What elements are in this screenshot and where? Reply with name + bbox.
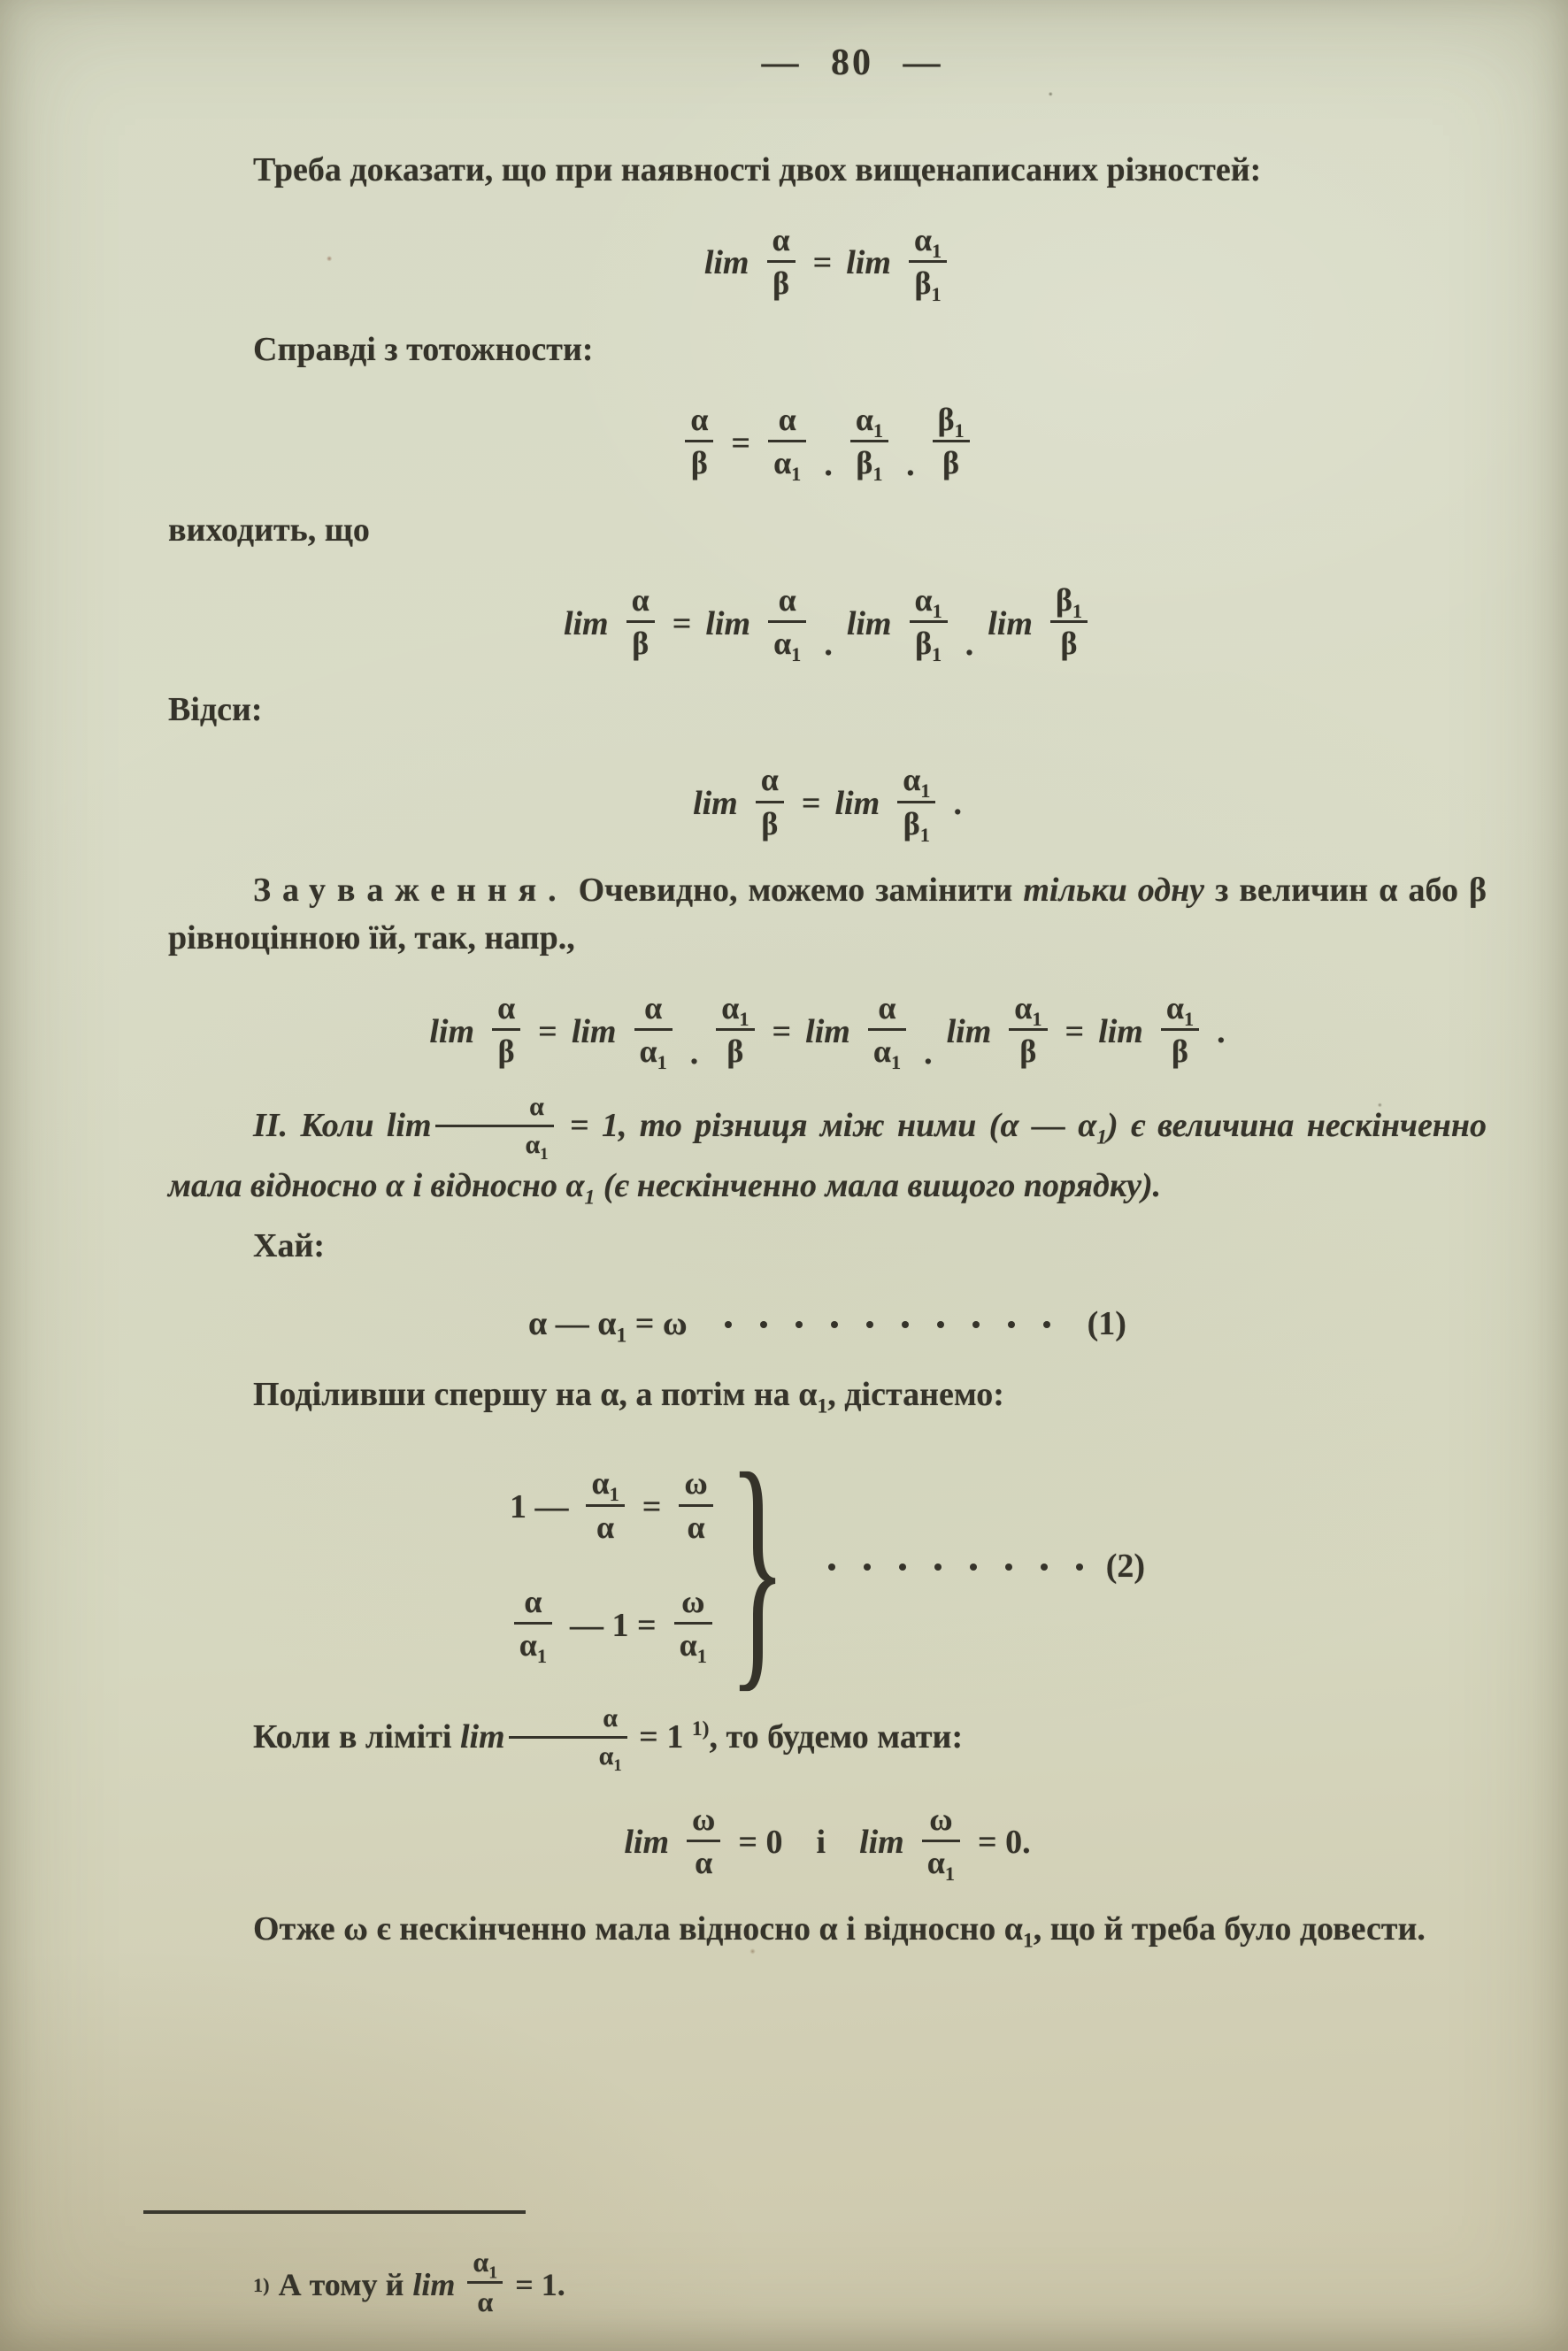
math-operator: = (642, 1488, 662, 1526)
fraction (679, 1465, 712, 1545)
subscript: 1 (657, 1051, 667, 1074)
multiplication-dot: . (824, 626, 833, 664)
footnote-marker: 1) (691, 1717, 710, 1741)
fraction-denominator: $\alpha_1$ (639, 1033, 667, 1074)
system-equation (509, 1465, 717, 1548)
fraction-numerator: α (760, 762, 779, 798)
lim-symbol: lim (705, 604, 751, 642)
fraction-denominator: $\alpha_1$ (525, 1130, 549, 1164)
fraction (674, 1583, 712, 1668)
fraction-numerator: α (497, 989, 516, 1026)
fraction (687, 1802, 720, 1881)
footnote: 1) А тому й lim $\frac{\alpha_1}{\alpha}$ = 1. (253, 2246, 565, 2318)
text-run: Поділивши спершу на α, а потім на $\alpha_1$, дістанемо: (253, 1375, 1004, 1418)
lim-symbol: lim (563, 604, 609, 642)
lim-symbol: lim (624, 1824, 670, 1862)
fraction (514, 1583, 552, 1668)
fraction-denominator: β (632, 626, 649, 662)
formula (168, 1801, 1487, 1886)
paragraph (168, 1703, 1487, 1776)
formula (168, 764, 1487, 844)
fraction (685, 402, 713, 481)
page-number: — 80 — (761, 42, 943, 83)
fraction-bar (910, 620, 948, 623)
lim-symbol: lim (429, 1012, 475, 1050)
fraction-numerator: $\alpha_1$ (855, 402, 884, 442)
subscript: 1 (609, 1483, 619, 1506)
fraction-numerator: α (690, 402, 709, 438)
lim-symbol: lim (834, 785, 880, 823)
fraction-bar (509, 1736, 627, 1739)
fraction-denominator: $\beta_1$ (915, 626, 942, 666)
paragraph (168, 1092, 1487, 1210)
fraction-bar (634, 1028, 673, 1031)
equation-label: (2) (1105, 1547, 1146, 1585)
multiplication-dot: . (824, 445, 833, 483)
math-operator: α — $\alpha_1 = \omega$ (528, 1304, 688, 1348)
text-run: , то будемо мати: (709, 1718, 964, 1756)
fraction-numerator: ω (929, 1801, 953, 1837)
fraction (467, 2247, 503, 2318)
fraction-numerator: α (778, 402, 796, 438)
lim-symbol: lim (859, 1824, 904, 1862)
fraction-denominator: α (477, 2286, 494, 2318)
fraction-bar (768, 440, 806, 442)
spaced-heading: Зауваження. (253, 871, 568, 909)
fraction-numerator: α (778, 581, 796, 618)
fraction-bar (687, 1840, 720, 1842)
leader-dot (828, 1563, 835, 1571)
fraction (910, 581, 948, 666)
fraction-numerator: $\alpha_1$ (721, 989, 749, 1031)
fraction (634, 989, 673, 1074)
math-operator: — 1 = (570, 1606, 657, 1644)
fraction-denominator: $\beta_1$ (856, 445, 883, 486)
subscript: 1 (696, 1645, 707, 1668)
fraction (626, 582, 655, 662)
fraction (586, 1465, 624, 1545)
fraction-numerator: $\alpha_1$ (903, 762, 931, 803)
formula (168, 404, 1487, 484)
italic-text-run: II. Коли (253, 1107, 387, 1145)
fraction-denominator: $\alpha_1$ (773, 626, 802, 666)
leader-dot (866, 1321, 873, 1328)
subscript: 1 (872, 419, 884, 442)
paragraph (168, 147, 1487, 195)
paragraph (168, 1223, 1487, 1271)
fraction (1050, 582, 1088, 662)
paragraph (168, 687, 1487, 734)
leader-dot (1008, 1321, 1015, 1328)
subscript: 1 (536, 1645, 547, 1668)
fraction-denominator: β (1060, 626, 1078, 662)
leader-dot (725, 1321, 732, 1328)
text-run: Треба доказати, що при наявності двох вищенаписаних різностей: (253, 150, 1262, 188)
math-operator: = 0. (978, 1824, 1031, 1862)
fraction-denominator: β (761, 805, 779, 841)
math-operator: = (1065, 1012, 1085, 1050)
text-run: Відси: (168, 691, 263, 729)
fraction-bar (922, 1840, 960, 1842)
subscript: 1 (931, 283, 942, 306)
subscript: 1 (791, 643, 802, 666)
math-operator: . (953, 785, 962, 823)
fraction-denominator: $\alpha_1$ (872, 1033, 902, 1074)
leader-dot (899, 1563, 906, 1571)
multiplication-dot: . (924, 1033, 933, 1072)
fraction-numerator: α (631, 581, 649, 618)
equation-label: (1) (1087, 1304, 1126, 1342)
subscript: 1 (932, 239, 942, 262)
math-operator: = (812, 244, 833, 282)
fraction (756, 762, 784, 841)
subscript: 1 (739, 1008, 749, 1031)
subscript: 1 (817, 1394, 828, 1418)
fraction-numerator: α (524, 1583, 542, 1619)
leader-dot (1043, 1321, 1050, 1328)
fraction-bar (679, 1504, 712, 1507)
text-run: з величин α або β рівноцінною їй, так, напр., (168, 871, 1487, 957)
paragraph (168, 507, 1487, 555)
fraction-numerator: $\alpha_1$ (591, 1465, 619, 1506)
fraction-denominator: $\alpha_1$ (679, 1627, 707, 1668)
fraction-denominator: α (687, 1509, 705, 1545)
italic-text-run: = 1, то різниця між ними (α — $\alpha_1$) є величина нескінченно мала відносно α і відносно $\alpha_1$ (є нескінченно мала вищого порядку). (168, 1107, 1487, 1210)
math-operator: = 1 (630, 1718, 692, 1756)
subscript: 1 (872, 463, 883, 486)
fraction-denominator: $\beta_1$ (903, 805, 930, 846)
subscript: 1 (584, 1186, 596, 1210)
text-run: виходить, що (168, 511, 370, 549)
text-run: Коли в ліміті (253, 1718, 460, 1756)
right-brace: } (728, 1419, 787, 1714)
subscript: 1 (1032, 1008, 1042, 1031)
leader-dot (934, 1563, 942, 1571)
lim-symbol: lim (459, 1718, 505, 1756)
subscript: 1 (920, 780, 931, 803)
fraction-bar (514, 1622, 552, 1625)
text-run: Отже ω є нескінченно мала відносно α і відносно $\alpha_1$, що й треба було довести. (253, 1910, 1426, 1953)
fraction-numerator: $\alpha_1$ (914, 581, 942, 622)
subscript: 1 (613, 1756, 622, 1776)
fraction-denominator: α (695, 1844, 713, 1880)
fraction-bar (868, 1028, 906, 1031)
lim-symbol: lim (412, 2267, 456, 2303)
fraction-denominator: $\alpha_1$ (598, 1741, 622, 1776)
fraction-bar (850, 440, 888, 442)
lim-symbol: lim (846, 244, 891, 282)
subscript: 1 (890, 1051, 902, 1074)
fraction-bar (933, 440, 970, 442)
fraction-numerator: $\alpha_1$ (1014, 989, 1042, 1031)
lim-symbol: lim (571, 1012, 617, 1050)
leader-dot (972, 1321, 980, 1328)
lim-symbol: lim (846, 604, 892, 642)
fraction-bar (756, 801, 784, 803)
math-operator: = (801, 785, 821, 823)
fraction (435, 1092, 554, 1164)
fraction-numerator: α (529, 1092, 544, 1122)
subscript: 1 (944, 1863, 955, 1886)
leader-dots (711, 1321, 1065, 1328)
fraction-denominator: $\alpha_1$ (519, 1627, 547, 1668)
fraction (850, 402, 888, 486)
fraction-bar (1009, 1028, 1047, 1031)
math-operator: 1 — (509, 1488, 569, 1526)
fraction-bar (768, 620, 806, 623)
subscript: 1 (932, 599, 942, 622)
subscript: 1 (791, 463, 802, 486)
text-run: і (816, 1824, 826, 1862)
subscript: 1 (919, 823, 930, 846)
math-operator: = (538, 1012, 557, 1050)
fraction-bar (467, 2281, 503, 2284)
fraction-denominator: β (726, 1033, 744, 1070)
leader-dot (902, 1321, 909, 1328)
paragraph (168, 867, 1487, 963)
fraction (768, 581, 806, 666)
lim-symbol: lim (988, 604, 1033, 642)
fraction-numerator: α (644, 989, 663, 1026)
fraction-numerator: ω (681, 1583, 705, 1619)
footnote-area (168, 2210, 1487, 2351)
fraction-bar (909, 260, 947, 263)
subscript: 1 (932, 643, 942, 666)
subscript: 1 (488, 2263, 498, 2283)
fraction (1009, 990, 1047, 1070)
fraction-numerator: ω (692, 1801, 716, 1837)
math-operator: = 0 (738, 1824, 783, 1862)
footnote-rule (143, 2210, 526, 2214)
fraction-numerator: α (603, 1703, 619, 1733)
fraction-denominator: β (1172, 1033, 1188, 1070)
math-operator: = (731, 424, 751, 462)
paragraph (168, 1906, 1487, 1954)
fraction-denominator: $\alpha_1$ (773, 445, 802, 486)
fraction (933, 402, 970, 481)
subscript: 1 (954, 419, 965, 442)
formula (168, 989, 1487, 1074)
subscript: 1 (1072, 599, 1083, 622)
leader-dot (1005, 1563, 1012, 1571)
fraction-numerator: $\alpha_1$ (473, 2246, 498, 2283)
fraction-numerator: $\beta_1$ (1055, 581, 1083, 622)
lim-symbol: lim (693, 785, 738, 823)
math-operator: = 1. (515, 2267, 565, 2303)
fraction (767, 222, 796, 302)
lim-symbol: lim (386, 1107, 432, 1145)
math-operator: = (772, 1012, 792, 1050)
leader-dots (814, 1563, 1097, 1571)
subscript: 1 (1096, 1126, 1107, 1149)
fraction (716, 990, 754, 1070)
lim-symbol: lim (1098, 1012, 1143, 1050)
fraction-bar (626, 620, 655, 623)
math-operator: = (672, 604, 692, 642)
multiplication-dot: . (689, 1033, 699, 1072)
fraction-bar (674, 1622, 712, 1625)
multiplication-dot: . (906, 445, 915, 483)
italic-text-run: тільки одну (1023, 871, 1205, 909)
fraction (768, 402, 806, 486)
fraction-bar (767, 260, 796, 263)
fraction-numerator: $\alpha_1$ (913, 221, 942, 262)
subscript: 1 (1183, 1008, 1195, 1031)
fraction-denominator: β (690, 445, 708, 481)
fraction-bar (435, 1125, 554, 1127)
fraction-denominator: β (942, 445, 960, 481)
fraction-numerator: $\alpha_1$ (1165, 989, 1195, 1031)
leader-dot (937, 1321, 944, 1328)
fraction (897, 762, 935, 846)
system-rows (509, 1465, 717, 1668)
fraction-denominator: β (772, 265, 790, 301)
fraction (922, 1801, 960, 1886)
fraction-bar (492, 1028, 520, 1031)
lim-symbol: lim (805, 1012, 850, 1050)
fraction-bar (716, 1028, 754, 1031)
fraction-bar (1161, 1028, 1199, 1031)
fraction-bar (1050, 620, 1088, 623)
fraction (509, 1703, 627, 1776)
math-operator: . (1217, 1012, 1226, 1050)
equation-system (168, 1419, 1487, 1714)
fraction-denominator: $\beta_1$ (914, 265, 942, 306)
fraction-denominator: β (497, 1033, 515, 1070)
leader-dot (1076, 1563, 1083, 1571)
leader-dot (1041, 1563, 1048, 1571)
formula (168, 1301, 1487, 1348)
fraction (1161, 990, 1199, 1070)
lim-symbol: lim (703, 244, 749, 282)
formula (168, 221, 1487, 306)
subscript: 1 (1023, 1929, 1034, 1953)
leader-dot (864, 1563, 871, 1571)
leader-dot (970, 1563, 977, 1571)
fraction (492, 990, 520, 1070)
fraction-numerator: α (878, 989, 896, 1026)
text-run: Справді з тотожности: (253, 331, 594, 369)
fraction-numerator: $\beta_1$ (937, 402, 965, 442)
fraction-numerator: α (772, 221, 790, 257)
fraction-bar (586, 1504, 624, 1507)
text-run: Очевидно, можемо замінити (567, 871, 1024, 909)
formula (168, 581, 1487, 666)
paragraph (168, 327, 1487, 374)
leader-dot (831, 1321, 838, 1328)
fraction-denominator: α (596, 1509, 615, 1545)
fraction-numerator: ω (684, 1465, 708, 1502)
fraction-denominator: $\alpha_1$ (926, 1844, 955, 1886)
fraction-bar (685, 440, 713, 442)
subscript: 1 (616, 1324, 627, 1348)
text-run: А тому й (278, 2267, 404, 2303)
leader-dot (760, 1321, 767, 1328)
fraction (909, 221, 947, 306)
system-equation (511, 1583, 716, 1668)
fraction-bar (897, 801, 935, 803)
paragraph (168, 1371, 1487, 1419)
subscript: 1 (540, 1145, 549, 1164)
leader-dot (796, 1321, 803, 1328)
lim-symbol: lim (946, 1012, 992, 1050)
fraction (868, 989, 906, 1074)
fraction-denominator: β (1019, 1033, 1037, 1070)
text-run: Хай: (253, 1226, 325, 1264)
multiplication-dot: . (965, 626, 974, 664)
